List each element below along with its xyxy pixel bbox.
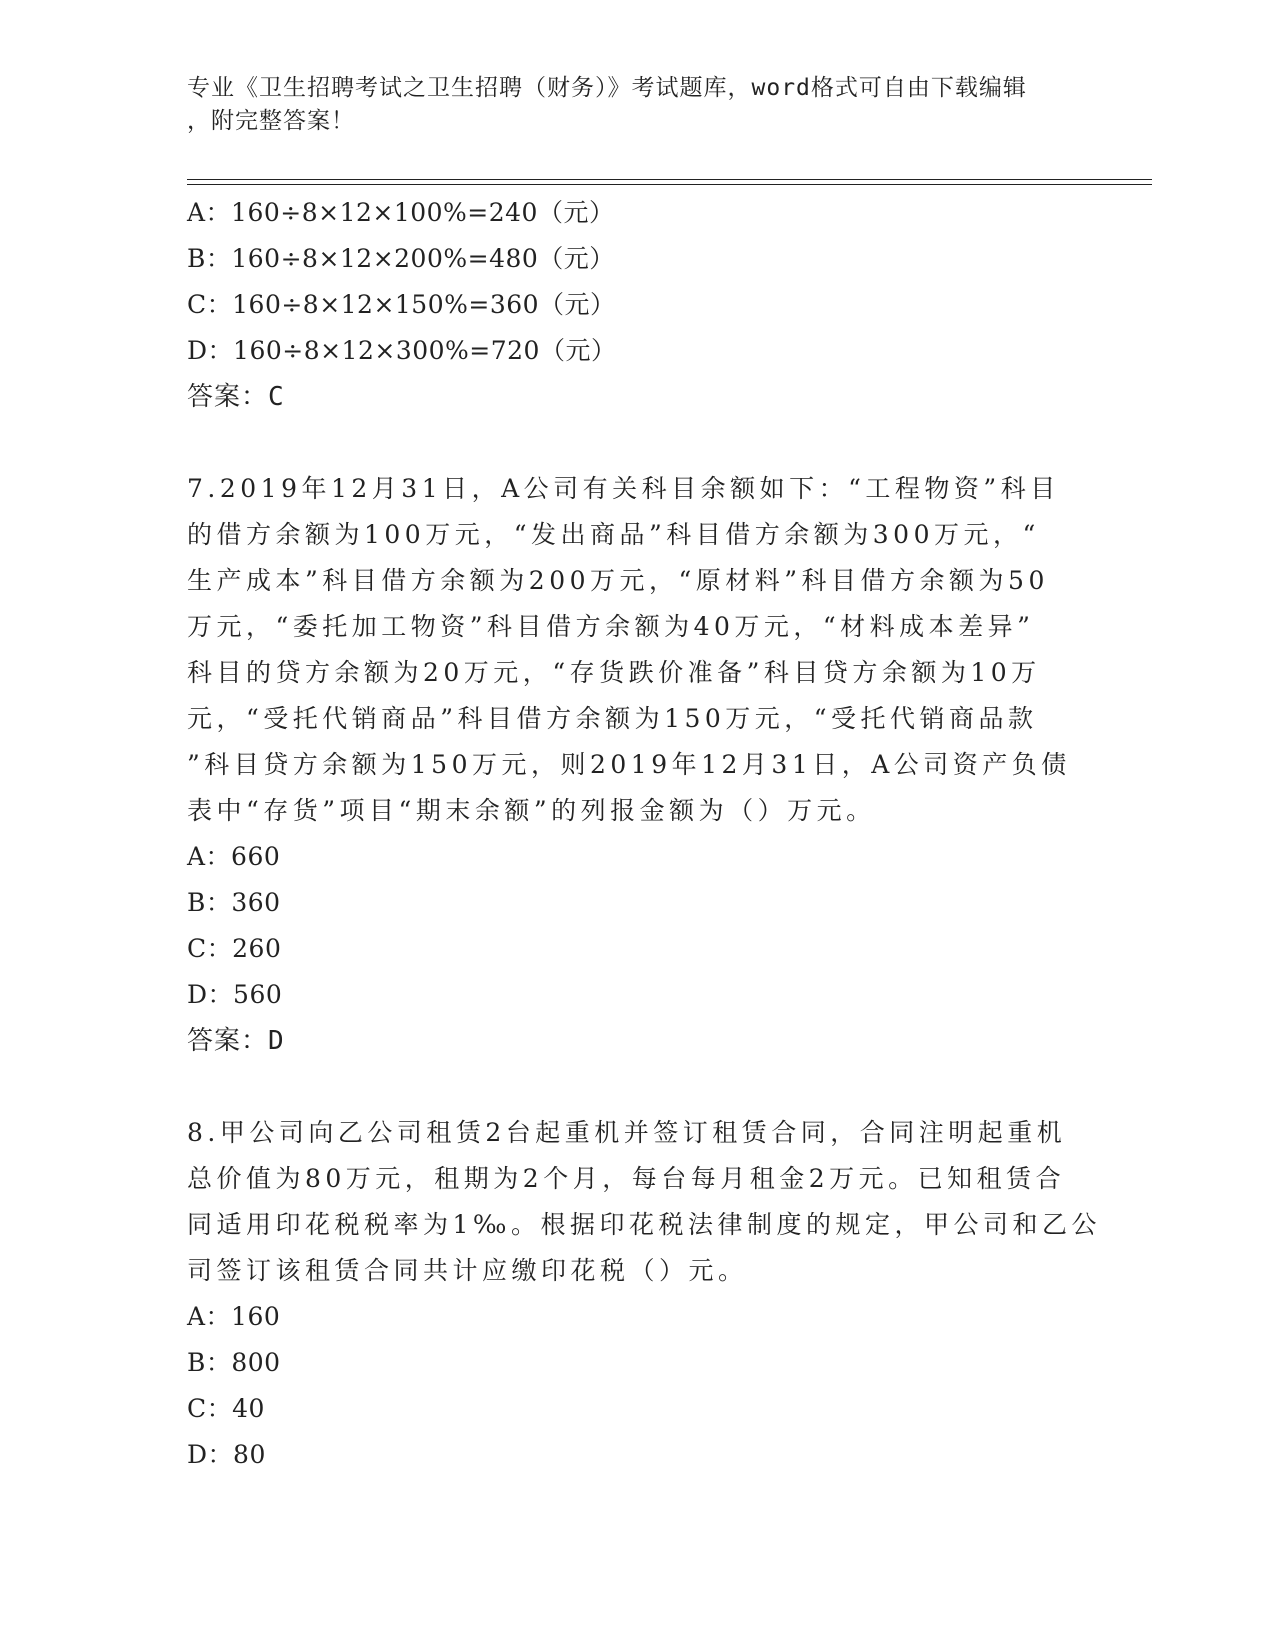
q7-answer: 答案：D <box>187 1026 285 1056</box>
q7-stem-line: 科目的贷方余额为20万元，“存货跌价准备”科目贷方余额为10万 <box>187 658 1041 687</box>
q6-option-c: C：160÷8×12×150%=360（元） <box>187 290 616 319</box>
spacer <box>187 420 1087 466</box>
q7-stem-line: 7.2019年12月31日，A公司有关科目余额如下：“工程物资”科目 <box>187 474 1060 503</box>
q6-option-d: D：160÷8×12×300%=720（元） <box>187 336 617 365</box>
q6-option-a: A：160÷8×12×100%=240（元） <box>187 198 615 227</box>
document-body <box>187 190 1101 1478</box>
q8-stem-line: 同适用印花税税率为1‰。根据印花税法律制度的规定，甲公司和乙公 <box>187 1210 1101 1239</box>
q8-option-c: C：40 <box>187 1394 265 1423</box>
q8-stem-line: 司签订该租赁合同共计应缴印花税（）元。 <box>187 1256 748 1285</box>
q7-stem-line: 表中“存货”项目“期末余额”的列报金额为（）万元。 <box>187 796 876 825</box>
header-line-2: ，附完整答案！ <box>187 108 355 134</box>
header-line-1: 专业《卫生招聘考试之卫生招聘（财务）》考试题库，word格式可自由下载编辑 <box>187 75 1027 101</box>
header-rule-top <box>187 179 1152 180</box>
q8-stem-line: 8.甲公司向乙公司租赁2台起重机并签订租赁合同，合同注明起重机 <box>187 1118 1067 1147</box>
q8-stem-line: 总价值为80万元，租期为2个月，每台每月租金2万元。已知租赁合 <box>187 1164 1066 1193</box>
q7-stem-line: 生产成本”科目借方余额为200万元，“原材料”科目借方余额为50 <box>187 566 1049 595</box>
q7-stem-line: ”科目贷方余额为150万元，则2019年12月31日，A公司资产负债 <box>187 750 1071 779</box>
q7-stem <box>187 466 1087 834</box>
q7-stem-line: 的借方余额为100万元，“发出商品”科目借方余额为300万元，“ <box>187 520 1040 549</box>
q7-stem-line: 元，“受托代销商品”科目借方余额为150万元，“受托代销商品款 <box>187 704 1038 733</box>
document-header <box>187 72 1067 138</box>
question-7-block <box>187 466 1087 1064</box>
question-6-block <box>187 190 1087 420</box>
q7-stem-line: 万元，“委托加工物资”科目借方余额为40万元，“材料成本差异” <box>187 612 1035 641</box>
header-rule-bottom <box>187 184 1152 185</box>
q6-answer: 答案：C <box>187 382 285 412</box>
q8-stem <box>187 1110 1101 1294</box>
q8-option-a: A：160 <box>187 1302 281 1331</box>
q6-option-b: B：160÷8×12×200%=480（元） <box>187 244 615 273</box>
spacer <box>187 1064 1087 1110</box>
q7-option-d: D：560 <box>187 980 283 1009</box>
q7-option-c: C：260 <box>187 934 282 963</box>
q8-option-d: D：80 <box>187 1440 266 1469</box>
q7-option-b: B：360 <box>187 888 281 917</box>
q7-option-a: A：660 <box>187 842 281 871</box>
question-8-block <box>187 1110 1101 1478</box>
q8-option-b: B：800 <box>187 1348 281 1377</box>
